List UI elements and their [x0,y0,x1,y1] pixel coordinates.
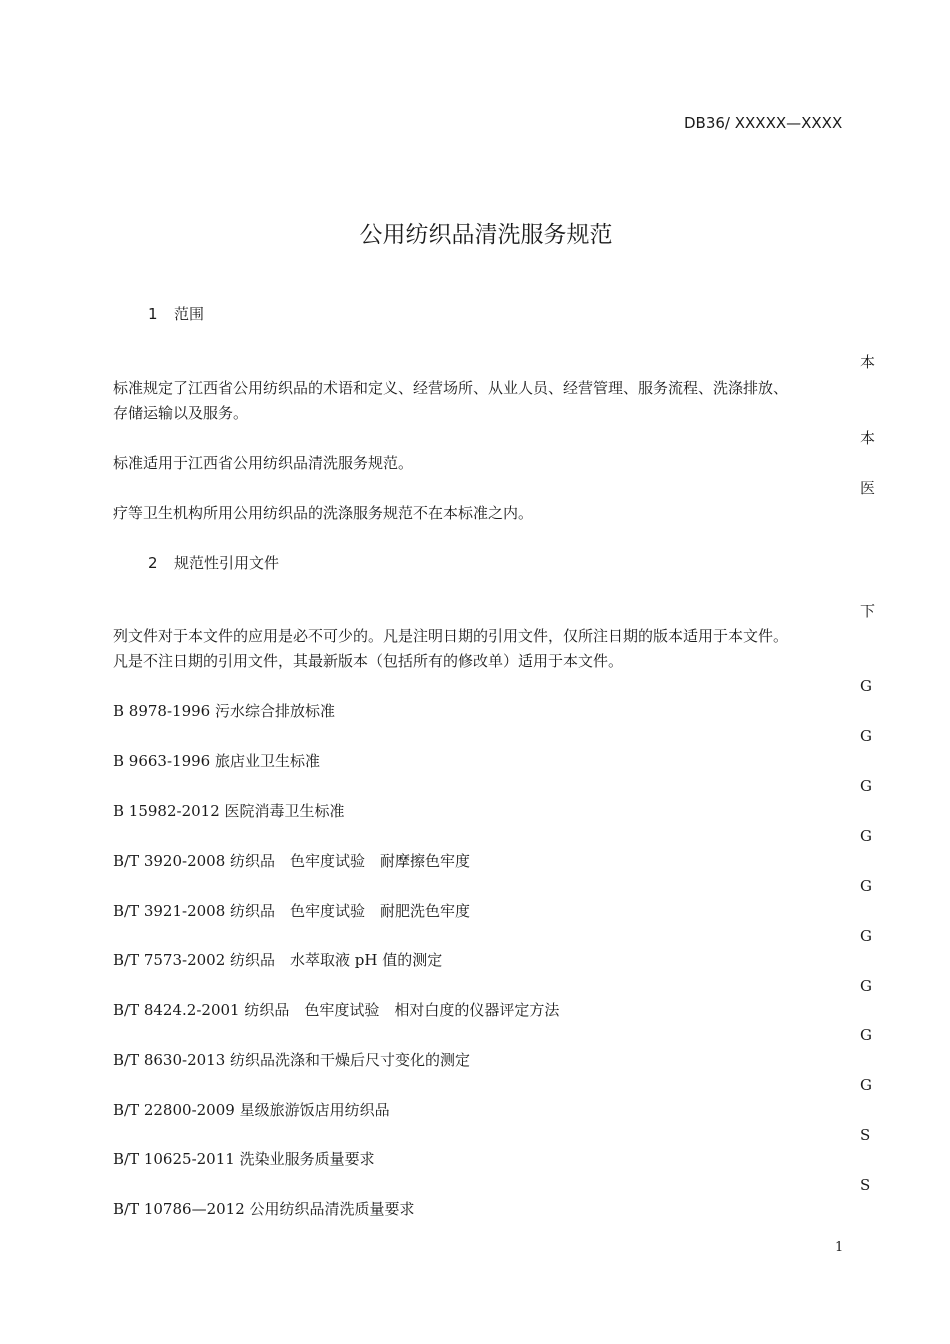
reference-edge-char: S [860,1126,871,1144]
paragraph-line: 疗等卫生机构所用公用纺织品的洗涤服务规范不在本标准之内。 [113,504,534,522]
paragraph-edge-char: 本 [860,429,876,447]
paragraph-line: 存储运输以及服务。 [113,404,249,422]
paragraph-edge-char: 医 [860,479,876,497]
reference-item: B/T 8424.2-2001 纺织品 色牢度试验 相对白度的仪器评定方法 [113,1001,560,1019]
paragraph-edge-char: 本 [860,353,876,371]
paragraph-edge-char: 下 [860,602,876,620]
paragraph-line: 标准适用于江西省公用纺织品清洗服务规范。 [113,454,414,472]
reference-edge-char: G [860,877,872,895]
reference-item: B/T 7573-2002 纺织品 水萃取液 pH 值的测定 [113,951,443,969]
reference-item: B/T 10786—2012 公用纺织品清洗质量要求 [113,1200,415,1218]
paragraph-line: 凡是不注日期的引用文件，其最新版本（包括所有的修改单）适用于本文件。 [113,652,624,670]
reference-edge-char: G [860,927,872,945]
section-2-heading [148,552,279,573]
section-1-heading [148,303,204,324]
reference-edge-char: G [860,1026,872,1044]
reference-item: B/T 10625-2011 洗染业服务质量要求 [113,1150,375,1168]
section-number: 1 [148,305,158,323]
reference-item: B/T 3920-2008 纺织品 色牢度试验 耐摩擦色牢度 [113,852,471,870]
reference-edge-char: S [860,1176,871,1194]
reference-item: B 8978-1996 污水综合排放标准 [113,702,335,720]
reference-edge-char: G [860,827,872,845]
reference-item: B/T 8630-2013 纺织品洗涤和干燥后尺寸变化的测定 [113,1051,471,1069]
section-number: 2 [148,554,158,572]
reference-edge-char: G [860,977,872,995]
reference-edge-char: G [860,777,872,795]
reference-item: B 15982-2012 医院消毒卫生标准 [113,802,345,820]
page-title: 公用纺织品清洗服务规范 [359,222,613,248]
section-title: 规范性引用文件 [174,554,280,572]
reference-edge-char: G [860,677,872,695]
page-number: 1 [835,1240,844,1255]
reference-item: B/T 3921-2008 纺织品 色牢度试验 耐肥洗色牢度 [113,902,471,920]
paragraph-line: 列文件对于本文件的应用是必不可少的。凡是注明日期的引用文件，仅所注日期的版本适用于本文件。 [113,627,789,645]
document-code: DB36/ XXXXX—XXXX [684,114,843,132]
reference-item: B 9663-1996 旅店业卫生标准 [113,752,320,770]
paragraph-line: 标准规定了江西省公用纺织品的术语和定义、经营场所、从业人员、经营管理、服务流程、洗涤排放、 [113,379,789,397]
reference-edge-char: G [860,1076,872,1094]
section-title: 范围 [174,305,205,323]
reference-edge-char: G [860,727,872,745]
reference-item: B/T 22800-2009 星级旅游饭店用纺织品 [113,1101,390,1119]
